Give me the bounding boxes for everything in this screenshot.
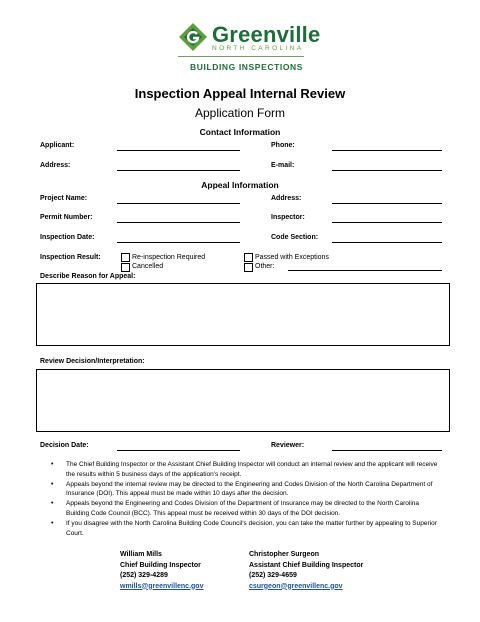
page-title: Inspection Appeal Internal Review [134, 86, 346, 101]
phone-label: Phone: [271, 142, 295, 149]
department-name: BUILDING INSPECTIONS [190, 62, 304, 72]
reason-textarea[interactable] [36, 283, 450, 346]
page-subtitle: Application Form [194, 106, 286, 120]
contact-phone: (252) 329-4289 [120, 572, 168, 579]
other-checkbox[interactable] [244, 263, 253, 272]
phone-field[interactable] [332, 150, 442, 151]
inspector-field[interactable] [332, 222, 442, 223]
applicant-field[interactable] [117, 150, 240, 151]
inspector-label: Inspector: [271, 214, 305, 221]
contact-chief [120, 550, 203, 592]
greenville-logo-icon [178, 22, 208, 52]
decision-textarea[interactable] [36, 369, 450, 432]
inspection-date-label: Inspection Date: [40, 234, 95, 241]
reinspection-option-label: Re-inspection Required [132, 254, 206, 261]
other-option-label: Other: [255, 263, 275, 270]
contact-assistant [249, 550, 363, 592]
appeal-notes-list [40, 460, 442, 538]
inspection-result-label: Inspection Result: [40, 254, 101, 261]
project-name-field[interactable] [117, 203, 240, 204]
decision-date-label: Decision Date: [40, 442, 89, 449]
contact-title: Assistant Chief Building Inspector [249, 561, 364, 569]
appeal-section-heading: Appeal Information [201, 180, 279, 190]
cancelled-checkbox[interactable] [121, 263, 130, 272]
permit-number-field[interactable] [117, 222, 240, 223]
other-field[interactable] [288, 270, 442, 271]
email-field[interactable] [332, 170, 442, 171]
note-item: • The Chief Building Inspector or the Assistant Chief Building Inspector will conduct an internal review and the applicant will receive the results within 5 business days of the application's receipt. [40, 460, 442, 480]
contact-email-link[interactable]: csurgeon@greenvillenc.gov [249, 582, 343, 590]
contact-name: Christopher Surgeon [249, 551, 320, 558]
reason-label: Describe Reason for Appeal: [40, 273, 136, 280]
inspection-date-field[interactable] [117, 242, 240, 243]
applicant-label: Applicant: [40, 142, 75, 149]
note-item: • Appeals beyond the Engineering and Codes Division of the Department of Insurance may be directed to the North Carolina Building Code Council (BCC). This appeal must be received within 30 days of the DOI decision. [40, 499, 442, 519]
permit-number-label: Permit Number: [40, 214, 93, 221]
contact-phone: (252) 329-4659 [249, 572, 297, 579]
address-field[interactable] [117, 170, 240, 171]
contact-name: William Mills [120, 551, 162, 558]
contact-section-heading: Contact Information [199, 127, 281, 137]
decision-date-field[interactable] [117, 450, 240, 451]
cancelled-option-label: Cancelled [132, 263, 164, 270]
project-name-label: Project Name: [40, 195, 88, 202]
project-address-label: Address: [271, 195, 302, 202]
note-item: • If you disagree with the North Carolina Building Code Council's decision, you can take the matter further by appealing to Superior Court. [40, 519, 442, 539]
reviewer-field[interactable] [332, 450, 442, 451]
note-item: • Appeals beyond the internal review may be directed to the Engineering and Codes Division of the North Carolina Department of Insurance (DOI). This appeal must be made within 10 days after the decision. [40, 480, 442, 500]
decision-label: Review Decision/Interpretation: [40, 358, 145, 365]
contact-email-link[interactable]: wmills@greenvillenc.gov [120, 582, 204, 590]
code-section-field[interactable] [332, 242, 442, 243]
email-label: E-mail: [271, 162, 295, 169]
project-address-field[interactable] [332, 203, 442, 204]
logo-wordmark: Greenville [212, 22, 321, 47]
reviewer-label: Reviewer: [271, 442, 305, 449]
logo-divider [178, 56, 304, 57]
contact-title: Chief Building Inspector [120, 561, 201, 569]
code-section-label: Code Section: [271, 234, 319, 241]
reinspection-checkbox[interactable] [121, 253, 130, 262]
passed-exceptions-checkbox[interactable] [244, 253, 253, 262]
address-label: Address: [40, 162, 71, 169]
logo-state: NORTH CAROLINA [212, 45, 304, 52]
passed-exceptions-option-label: Passed with Exceptions [255, 254, 329, 261]
